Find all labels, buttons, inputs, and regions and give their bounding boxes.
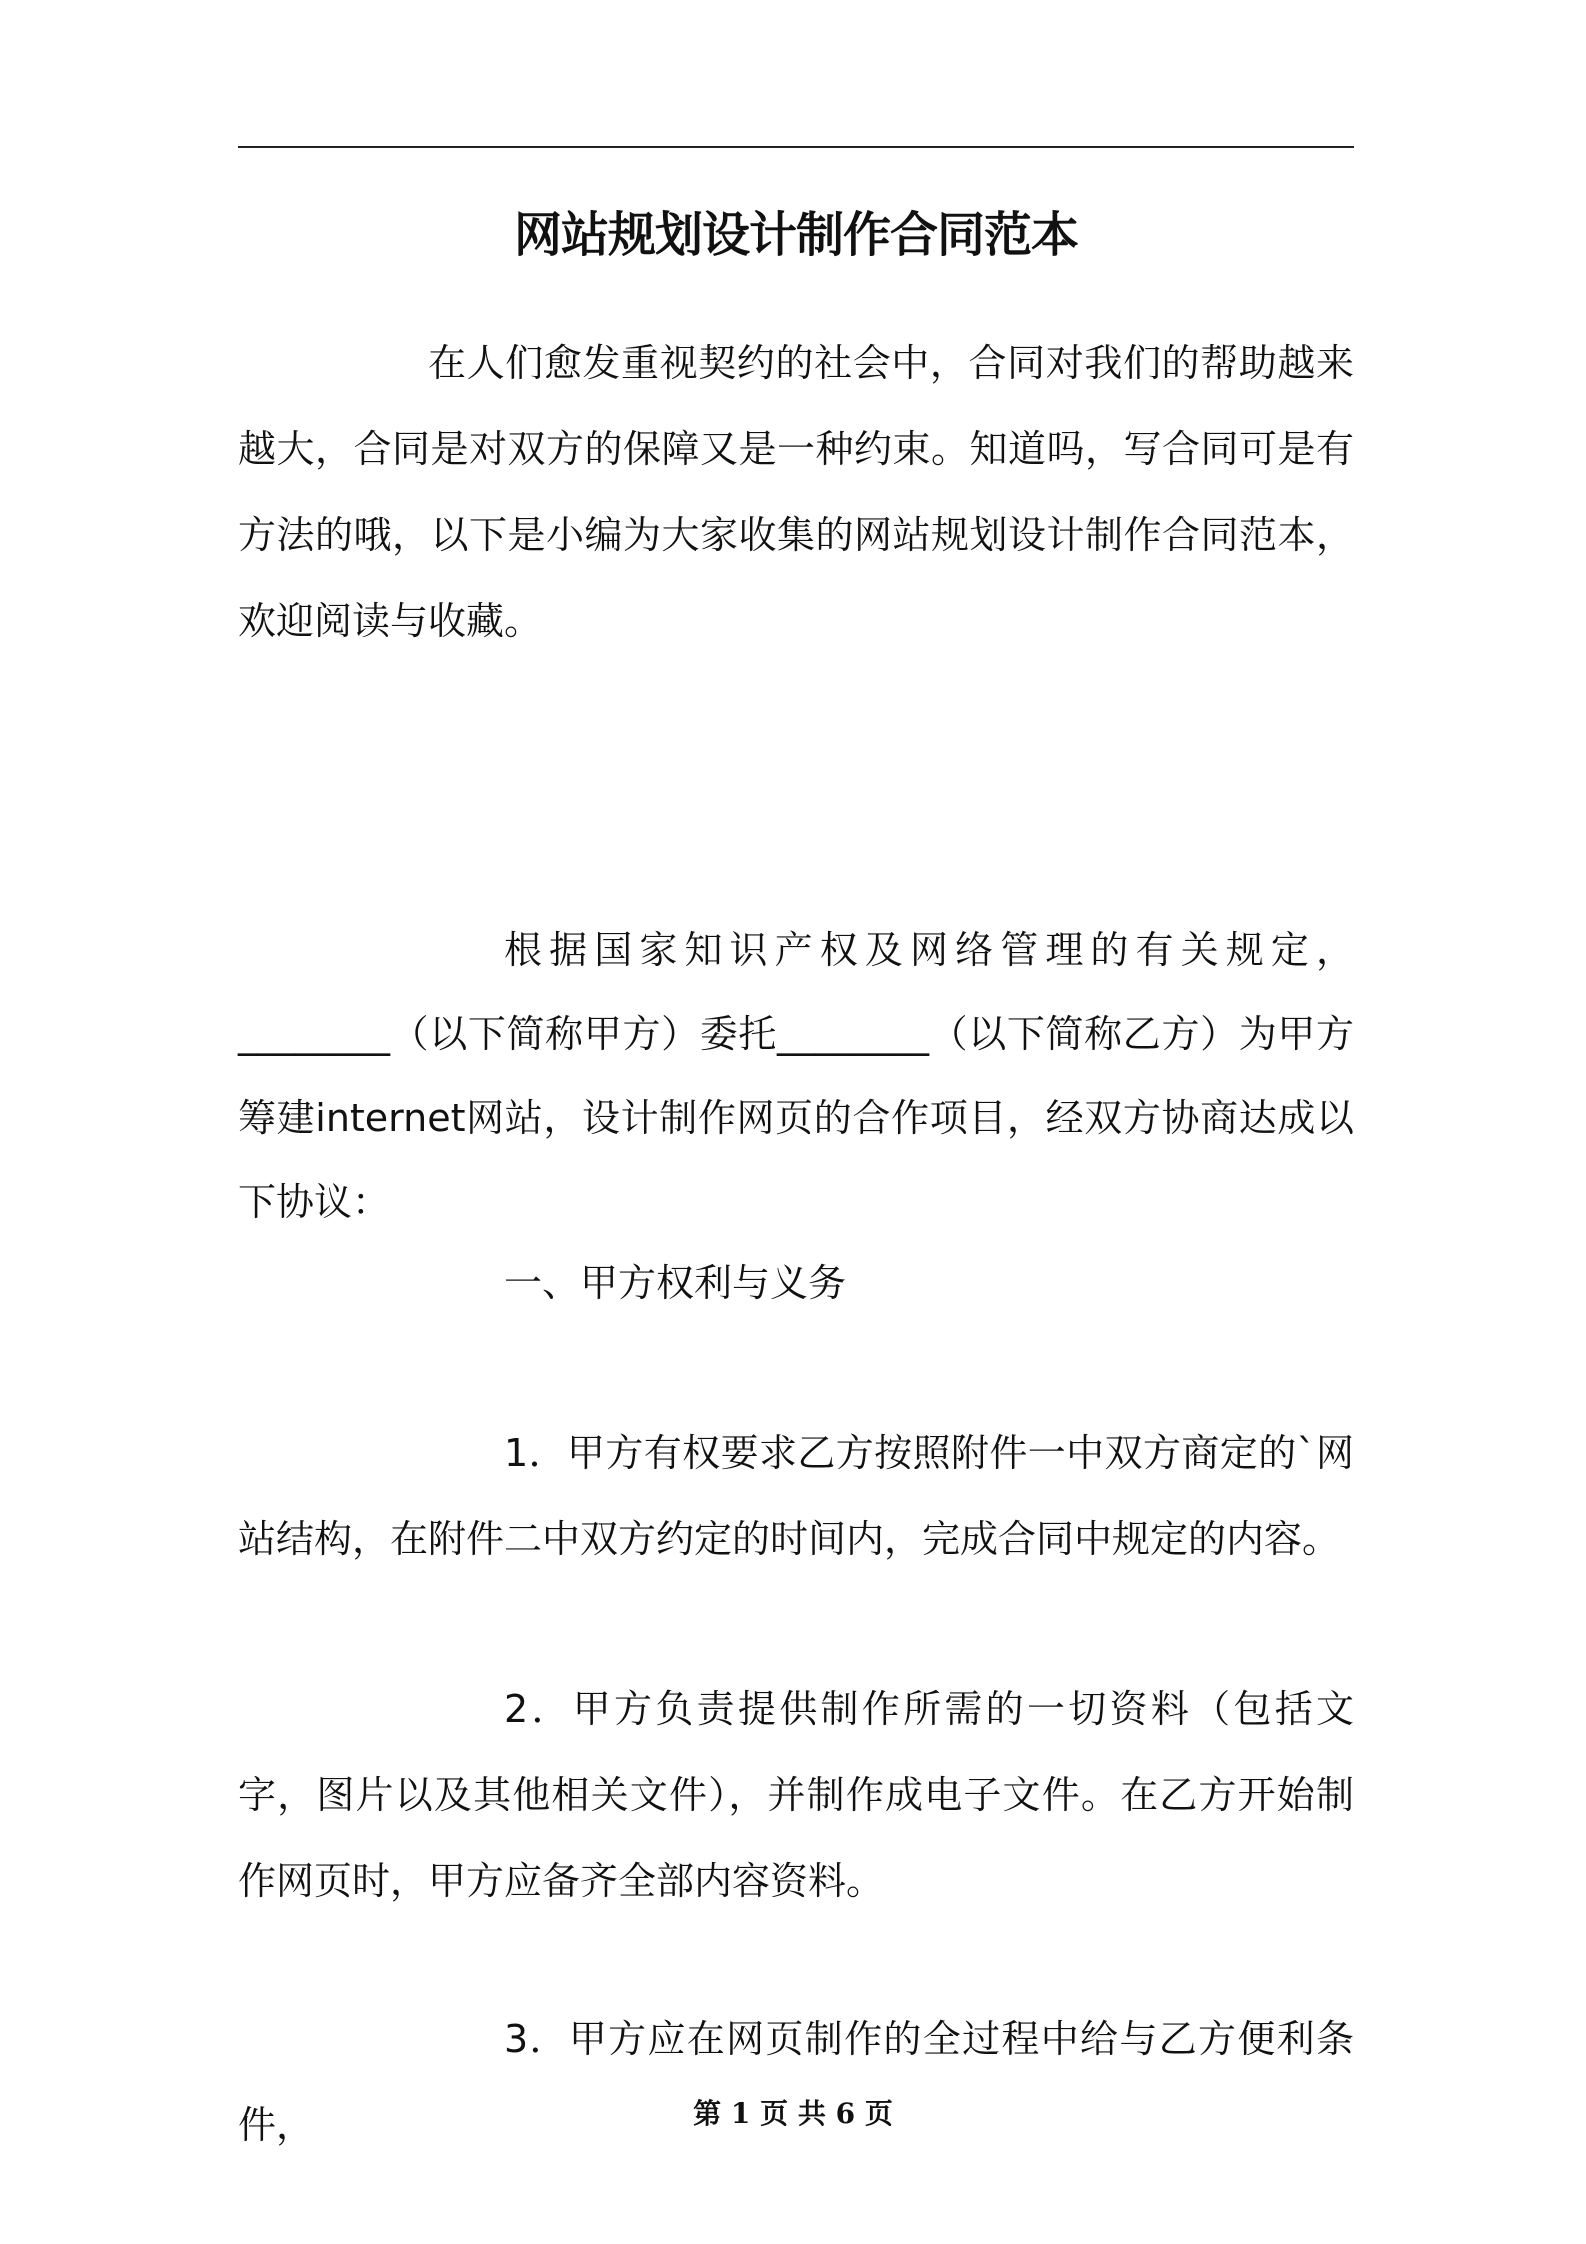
intro-paragraph: 在人们愈发重视契约的社会中，合同对我们的帮助越来越大，合同是对双方的保障又是一种约束。知道吗，写合同可是有方法的哦，以下是小编为大家收集的网站规划设计制作合同范本，欢迎阅读与收藏。 xyxy=(238,341,1354,643)
clause-item-3: 3．甲方应在网页制作的全过程中给与乙方便利条件， xyxy=(238,2017,1354,2147)
clause-item-2: 2．甲方负责提供制作所需的一切资料（包括文字，图片以及其他相关文件），并制作成电子文件。在乙方开始制作网页时，甲方应备齐全部内容资料。 xyxy=(238,1687,1354,1903)
document-title: 网站规划设计制作合同范本 xyxy=(513,207,1078,263)
clause-item-1: 1．甲方有权要求乙方按照附件一中双方商定的`网站结构，在附件二中双方约定的时间内，完成合同中规定的内容。 xyxy=(238,1431,1354,1561)
page-number-footer: 第 1 页 共 6 页 xyxy=(693,2097,893,2130)
basis-paragraph: 根据国家知识产权及网络管理的有关规定，________（以下简称甲方）委托________（以下简称乙方）为甲方筹建internet网站，设计制作网页的合作项目，经双方协商达成以下协议： xyxy=(238,928,1354,1224)
header-rule xyxy=(238,146,1354,148)
section-heading-party-a: 一、甲方权利与义务 xyxy=(504,1261,847,1305)
